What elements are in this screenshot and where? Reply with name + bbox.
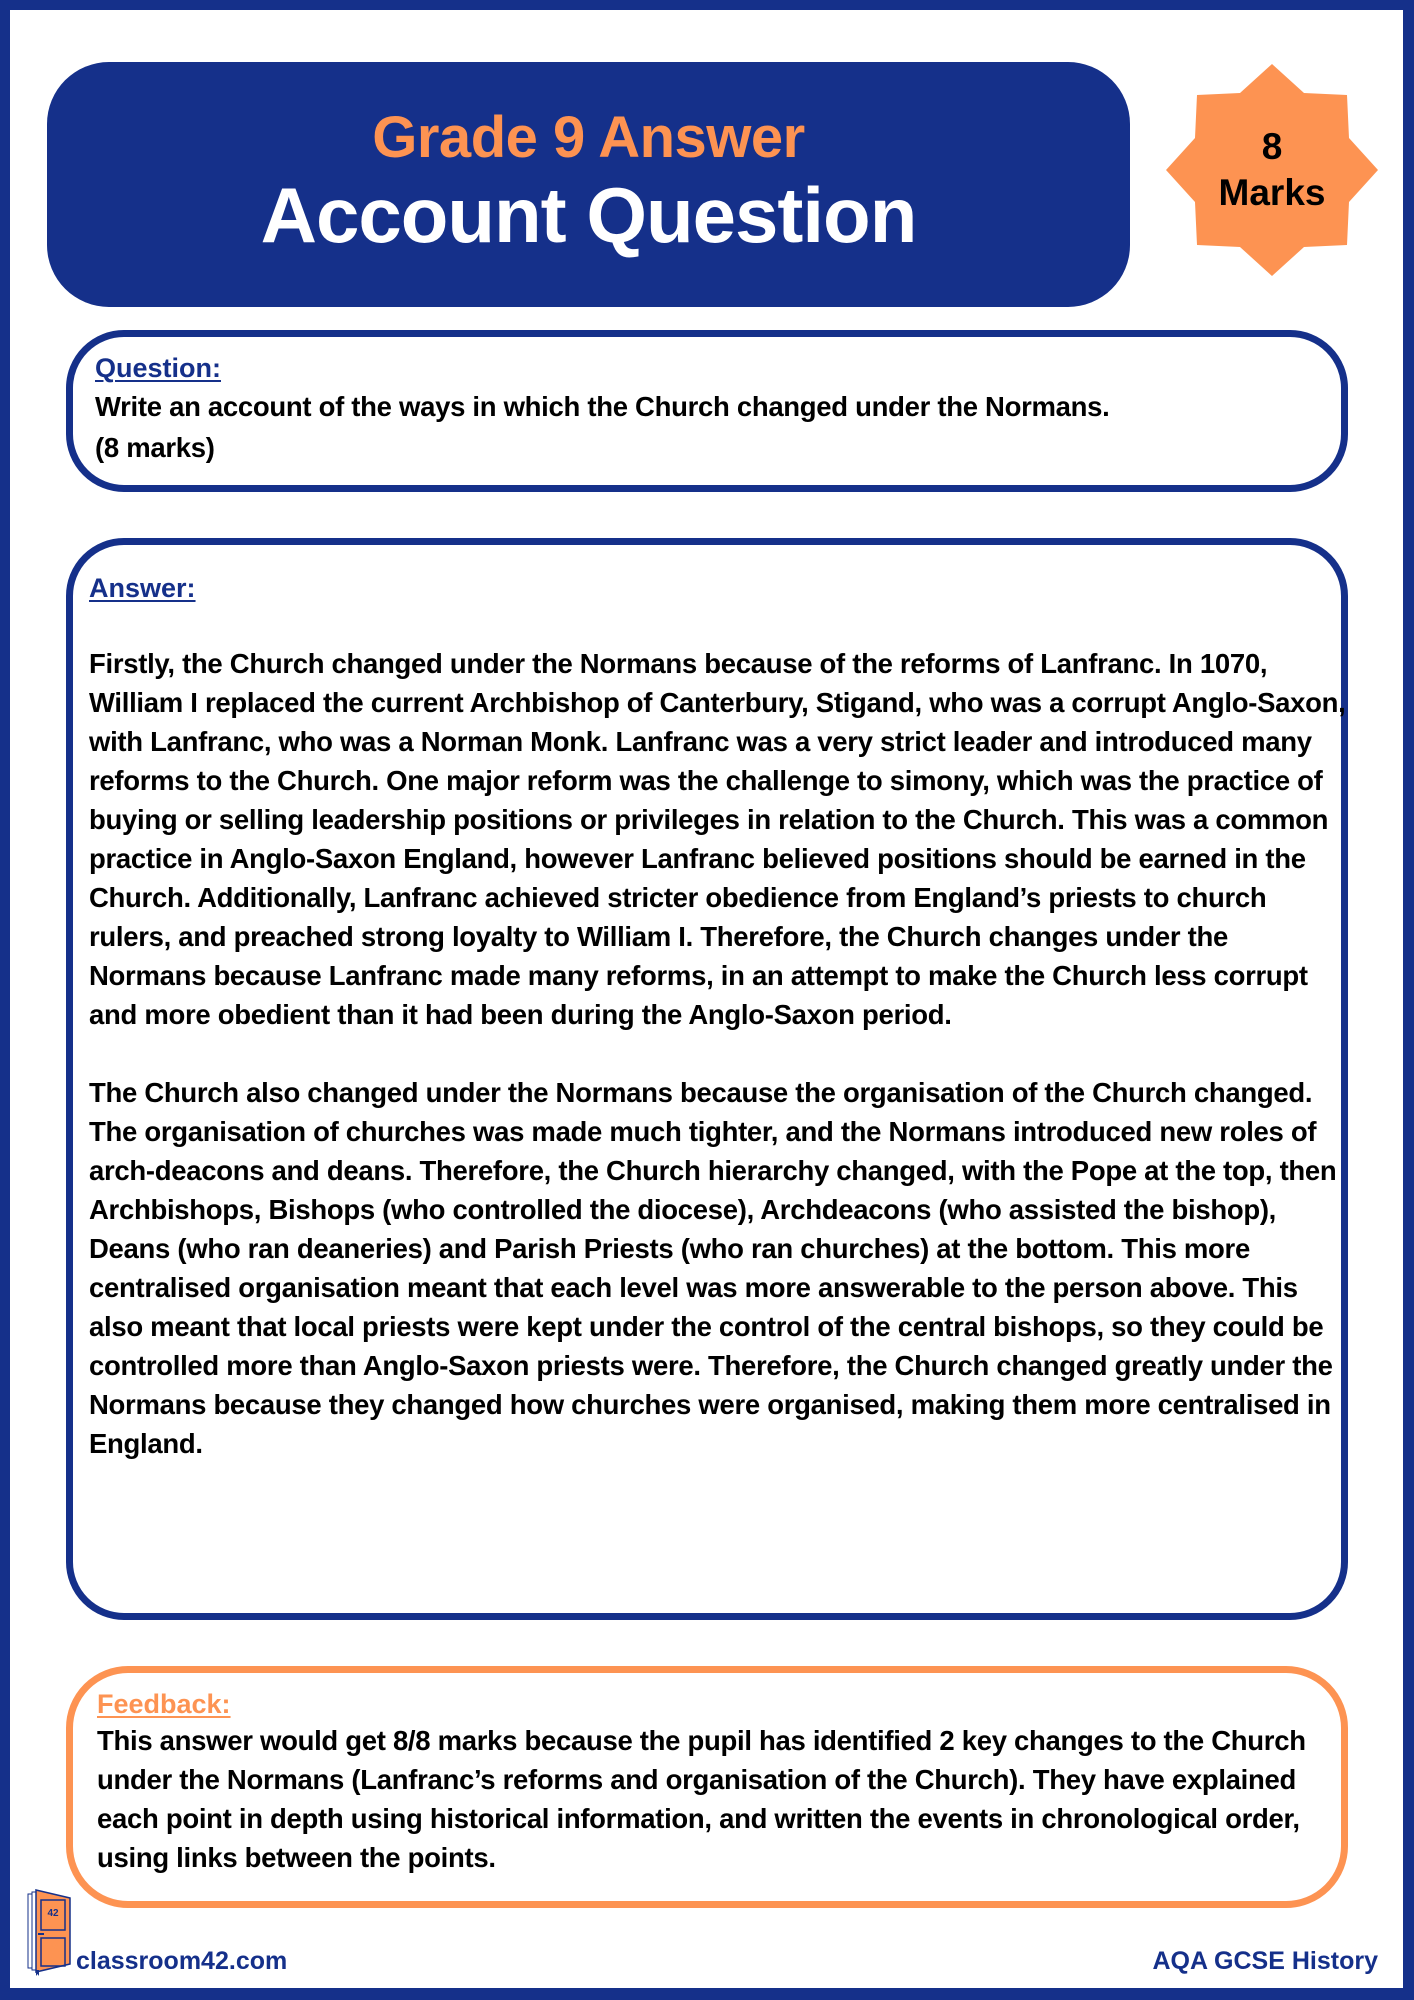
question-text: Write an account of the ways in which the Church changed under the Normans. (95, 391, 1110, 422)
site-link[interactable]: classroom42.com (76, 1947, 288, 1975)
marks-label: Marks (1218, 172, 1326, 213)
question-marks: (8 marks) (95, 432, 215, 463)
header-banner (47, 62, 1130, 307)
question-box (66, 330, 1348, 492)
course-label: AQA GCSE History (1152, 1947, 1378, 1975)
header-subtitle: Grade 9 Answer (372, 104, 805, 170)
feedback-label: Feedback: (97, 1689, 231, 1719)
marks-number: 8 (1261, 126, 1283, 167)
answer-box (66, 538, 1348, 1620)
feedback-text: This answer would get 8/8 marks because the pupil has identified 2 key changes to the Church under the Normans (Lanfranc’s reforms and organisation of the Church). They have explained each point in depth using historical information, and written the events in chronological order, using links between the points. (97, 1725, 1306, 1873)
svg-text:42: 42 (47, 1908, 59, 1919)
feedback-box (66, 1666, 1348, 1908)
header-title: Account Question (260, 170, 917, 259)
answer-label: Answer: (89, 573, 196, 603)
question-label: Question: (95, 353, 221, 383)
marks-badge (1166, 64, 1378, 276)
answer-paragraph-2: The Church also changed under the Normans because the organisation of the Church changed. The organisation of churches was made much tighter, and the Normans introduced new roles of arch-deacons and deans. Therefore, the Church hierarchy changed, with the Pope at the top, then Archbishops, Bishops (who controlled the diocese), Archdeacons (who assisted the bishop), Deans (who ran deaneries) and Parish Priests (who ran churches) at the bottom. This more centralised organisation meant that each level was more answerable to the person above. This also meant that local priests were kept under the control of the central bishops, so they could be controlled more than Anglo-Saxon priests were. Therefore, the Church changed greatly under the Normans because they changed how churches were organised, making them more centralised in England. (89, 1077, 1337, 1459)
answer-paragraph-1: Firstly, the Church changed under the Normans because of the reforms of Lanfranc. In 1070, William I replaced the current Archbishop of Canterbury, Stigand, who was a corrupt Anglo-Saxon, with Lanfranc, who was a Norman Monk. Lanfranc was a very strict leader and introduced many reforms to the Church. One major reform was the challenge to simony, which was the practice of buying or selling leadership positions or privileges in relation to the Church. This was a common practice in Anglo-Saxon England, however Lanfranc believed positions should be earned in the Church. Additionally, Lanfranc achieved stricter obedience from England’s priests to church rulers, and preached strong loyalty to William I. Therefore, the Church changes under the Normans because Lanfranc made many reforms, in an attempt to make the Church less corrupt and more obedient than it had been during the Anglo-Saxon period. (89, 648, 1346, 1030)
door-book-logo-icon (26, 1886, 72, 1976)
